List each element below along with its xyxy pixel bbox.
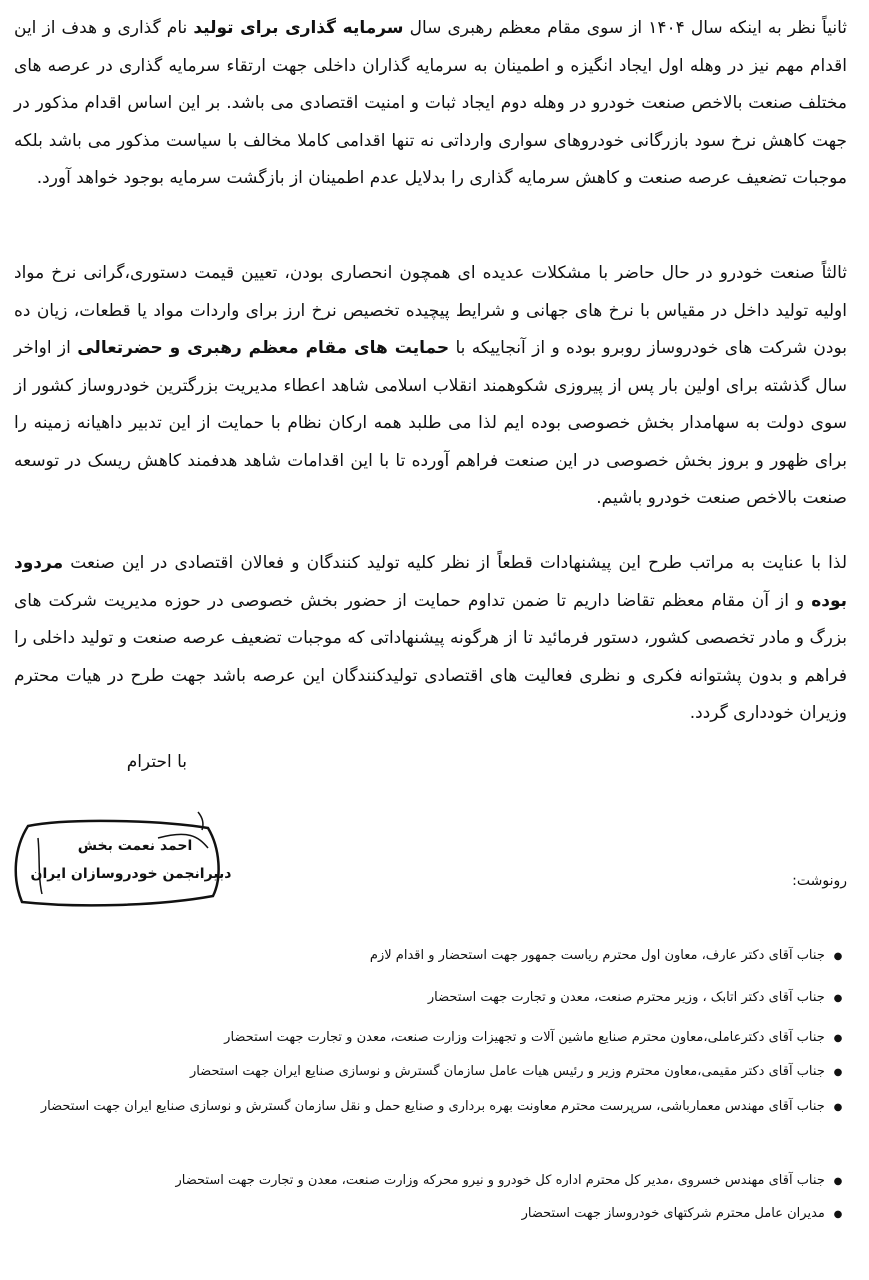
- cc-item-text: جناب آقای دکتر مقیمی،معاون محترم وزیر و رئیس هیات عامل سازمان گسترش و نوسازی صنایع ایران جهت استحضار: [189, 1064, 825, 1079]
- bullet-icon: ●: [833, 1209, 843, 1220]
- bold-phrase: مردود بوده: [14, 553, 847, 611]
- paragraph-text: ثالثاً صنعت خودرو در حال حاضر با مشکلات عدیده ای همچون انحصاری بودن، تعیین قیمت دستوری،گرانی نرخ مواد اولیه تولید داخل در مقیاس با نرخ های جهانی و شرایط پیچیده تخصیص نرخ ارز برای واردات مواد یا قطعات، زیان ده بودن شرکت های خودروساز روبرو بوده و از آنجاییکه با: [14, 263, 847, 358]
- cc-item-text: جناب آقای دکتر عارف، معاون اول محترم ریاست جمهور جهت استحضار و اقدام لازم: [369, 948, 825, 963]
- cc-item: [522, 1206, 847, 1221]
- bullet-icon: ●: [833, 1067, 843, 1078]
- signatory-title: دبیرانجمن خودروسازان ایران: [30, 866, 232, 882]
- signatory-name: احمد نعمت بخش: [77, 838, 193, 854]
- bullet-icon: ●: [833, 951, 843, 962]
- paragraph-text: لذا با عنایت به مراتب طرح این پیشنهادات قطعاً از نظر کلیه تولید کنندگان و فعالان اقتصادی در این صنعت: [63, 553, 847, 573]
- paragraph-text: نام گذاری و هدف از این اقدام مهم نیز در وهله اول ایجاد انگیزه و اطمینان به سرمایه گذاران داخلی جهت ارتقاء سرمایه گذاری در عرصه های مختلف صنعت بالاخص صنعت خودرو در وهله دوم ایجاد ثبات و امنیت اقتصادی می باشد. بر این اساس اقدام مذکور در جهت کاهش نرخ سود بازرگانی خودروهای سواری وارداتی نه تنها اقدامی کاملا مخالف با سیاست مذکور می باشد بلکه موجبات تضعیف عرصه صنعت و کاهش سرمایه گذاری را بدلایل عدم اطمینان از بازگشت سرمایه بوجود خواهد آورد.: [14, 18, 847, 188]
- signature-stamp: [8, 808, 224, 912]
- cc-item-text: مدیران عامل محترم شرکتهای خودروساز جهت استحضار: [521, 1206, 825, 1221]
- cc-item: [224, 1030, 847, 1045]
- cc-item-text: جناب آقای دکترعاملی،معاون محترم صنایع ماشین آلات و تجهیزات وزارت صنعت، معدن و تجارت جهت استحضار: [224, 1030, 825, 1045]
- paragraph-text: و از آن مقام معظم تقاضا داریم تا ضمن تداوم حمایت از حضور بخش خصوصی در حوزه مدیریت شرکت های بزرگ و مادر تخصصی کشور، دستور فرمائید تا از هرگونه پیشنهاداتی که موجبات تضعیف عرصه صنعت و تولید داخلی را فراهم و بدون پشتوانه فکری و نظری فعالیت های اقتصادی تولیدکنندگان این عرصه باشد جهت طرح در هیات محترم وزیران خودداری گردد.: [14, 590, 847, 723]
- cc-item-text: جناب آقای مهندس معمارباشی، سرپرست محترم معاونت بهره برداری و صنایع حمل و نقل سازمان گسترش و نوسازی صنایع ایران جهت استحضار: [40, 1099, 825, 1114]
- paragraph-industry: [14, 255, 847, 518]
- cc-item: [17, 1090, 847, 1125]
- paragraph-text: از اواخر سال گذشته برای اولین بار پس از پیروزی شکوهمند انقلاب اسلامی شاهد اعطاء مدیریت بزرگترین خودروساز کشور از سوی دولت به سهامدار بخش خصوصی بوده ایم لذا می طلبد همه ارکان نظام با حمایت از این تدبیر داهیانه زمینه را برای ظهور و بروز بخش خصوصی در این صنعت فراهم آورده تا با این اقدامات شاهد هدفمند کاهش ریسک در توسعه صنعت بالاخص صنعت خودرو باشیم.: [14, 338, 847, 508]
- bold-phrase: حمایت های مقام معظم رهبری و حضرتعالی: [77, 338, 450, 358]
- closing-phrase: با احترام: [126, 752, 187, 772]
- bullet-icon: ●: [833, 1033, 843, 1044]
- cc-item-text: جناب آقای مهندس خسروی ،مدیر کل محترم اداره کل خودرو و نیرو محرکه وزارت صنعت، معدن و تجارت جهت استحضار: [175, 1173, 825, 1188]
- cc-item: [428, 990, 847, 1005]
- cc-item: [370, 948, 847, 963]
- cc-item-text: جناب آقای دکتر اتابک ، وزیر محترم صنعت، معدن و تجارت جهت استحضار: [427, 990, 825, 1005]
- bullet-icon: ●: [833, 993, 843, 1004]
- paragraph-text: ثانیاً نظر به اینکه سال ۱۴۰۴ از سوی مقام معظم رهبری سال: [403, 18, 847, 38]
- bullet-icon: ●: [833, 1102, 843, 1113]
- bold-phrase: سرمایه گذاری برای تولید: [193, 18, 404, 38]
- paragraph-investment: [14, 10, 847, 198]
- cc-item: [176, 1173, 847, 1188]
- bullet-icon: ●: [833, 1176, 843, 1187]
- cc-label: رونوشت:: [792, 873, 847, 889]
- paragraph-request: [14, 545, 847, 733]
- stamp-outline-icon: [8, 808, 224, 912]
- cc-item: [190, 1064, 847, 1079]
